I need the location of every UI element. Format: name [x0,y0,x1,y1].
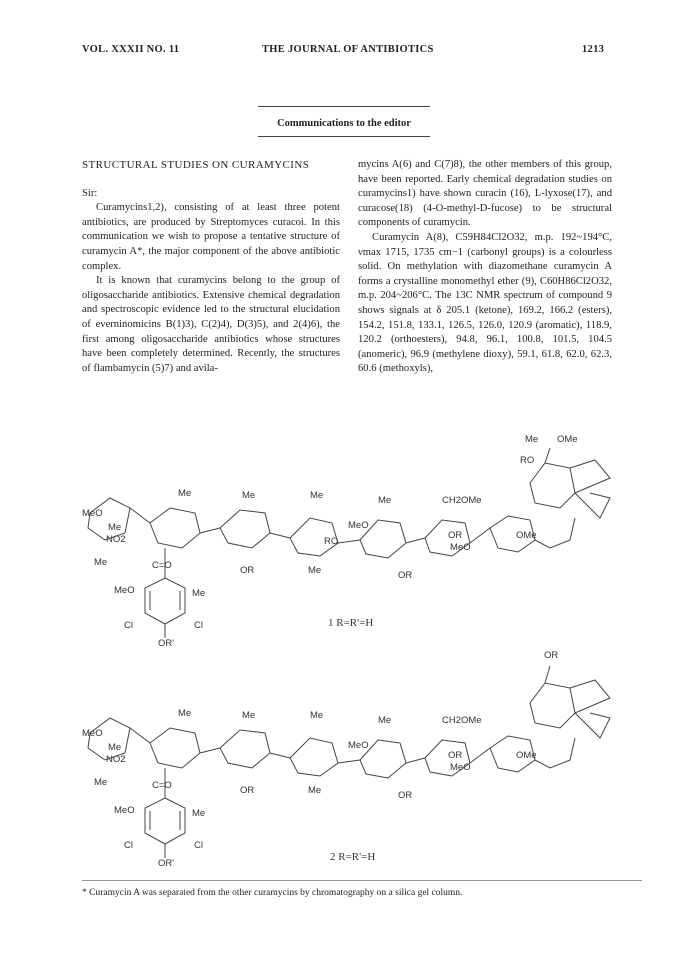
me-aryl-label: Me [192,588,206,599]
me-label-g: Me [308,565,322,576]
me-label-b: Me [178,708,192,719]
structure-1-caption: 1 R=R'=H [328,617,374,629]
section-rule-bottom [258,136,430,137]
footnote: * Curamycin A was separated from the other curamycins by chromatography on a silica gel column. [82,888,463,898]
or-top-label: OR [544,650,559,661]
meo-mid-label: MeO [348,740,369,751]
or-label-c: OR [398,570,413,581]
or-ring-label: OR [448,750,463,761]
structure-2-diagram [70,648,630,868]
right-column [358,158,612,377]
me-label-d: Me [310,490,324,501]
salutation: Sir: [82,187,98,199]
structure-1-diagram [70,428,630,648]
or-label-b: OR [240,785,255,796]
me-label-top: Me [525,434,539,445]
meo-aryl-label: MeO [114,805,135,816]
me-ring-label: Me [108,522,122,533]
me-label-e: Me [378,495,392,506]
me-label-f: Me [94,777,108,788]
or-prime-label: OR' [158,858,175,868]
journal-name: THE JOURNAL OF ANTIBIOTICS [262,44,434,55]
section-rule-top [258,106,430,107]
carbonyl-label: C=O [152,560,172,571]
volume-number: VOL. XXXII NO. 11 [82,44,180,55]
meo2-label: MeO [450,542,471,553]
no2-label: NO2 [106,754,126,765]
structure-1-bonds [88,448,610,638]
page-number: 1213 [582,44,605,55]
meo-label-left: MeO [82,728,103,739]
me-label-d: Me [310,710,324,721]
left-paragraph-1: Curamycins1,2), consisting of at least three potent antibiotics, are produced by Streptomyces curacoi. In this communication we wish to propose a tentative structure of curamycin A*, the major component of the above antibiotic complex. [82,202,340,272]
or-ring-label: OR [448,530,463,541]
footnote-rule [82,880,642,881]
ome-label-top: OMe [557,434,578,445]
ch2ome-label: CH2OMe [442,495,482,506]
ome-right-label: OMe [516,530,537,541]
cl-label-2: Cl [194,840,203,851]
me-aryl-label: Me [192,808,206,819]
right-paragraph-1: mycins A(6) and C(7)8), the other members of this group, have been reported. Early chemical degradation studies on curamycins1) have shown curacin (16), L-lyxose(17), and curacose(18) (4-O-methyl-D-fucose) to be structural components of curamycin. [358,159,612,229]
structure-2-caption: 2 R=R'=H [330,851,376,863]
me-label-e: Me [378,715,392,726]
ro-label-top: RO [520,455,535,466]
structure-2-bonds [88,666,610,858]
article-title: STRUCTURAL STUDIES ON CURAMYCINS [82,159,310,171]
section-title: Communications to the editor [277,118,411,129]
or-label-c: OR [398,790,413,801]
meo-mid-label: MeO [348,520,369,531]
ch2ome-label: CH2OMe [442,715,482,726]
or-label-b: OR [240,565,255,576]
left-paragraph-2: It is known that curamycins belong to the group of oligosaccharide antibiotics. Extensive chemical degradation and spectroscopic evidence led to the structural elucidation of everninomicins B(1)3), C(2)4), D(3)5), and 2(4)6), the first among oligosaccharide antibiotics whose structures have been completely determined. Recently, the structures of flambamycin (5)7) and avila- [82,275,340,374]
carbonyl-label: C=O [152,780,172,791]
me-label-g: Me [308,785,322,796]
cl-label-1: Cl [124,840,133,851]
me-label-b: Me [178,488,192,499]
ro-mid-label: RO [324,536,339,547]
meo-label-left: MeO [82,508,103,519]
left-column [82,158,340,376]
cl-label-2: Cl [194,620,203,631]
no2-label: NO2 [106,534,126,545]
me-label-c: Me [242,710,256,721]
ome-right-label: OMe [516,750,537,761]
or-prime-label: OR' [158,638,175,648]
meo-aryl-label: MeO [114,585,135,596]
me-label-f: Me [94,557,108,568]
meo2-label: MeO [450,762,471,773]
cl-label-1: Cl [124,620,133,631]
right-paragraph-2: Curamycin A(8), C59H84Cl2O32, m.p. 192~194°C, νmax 1715, 1735 cm−1 (carbonyl groups) is a colourless solid. On methylation with diazomethane curamycin A forms a crystalline monomethyl ether (9), C60H86Cl2O32, m.p. 204~206°C. The 13C NMR spectrum of compound 9 shows signals at δ 205.1 (ketone), 169.2, 166.2 (esters), 154.2, 151.8, 133.1, 126.5, 126.0, 120.9 (aromatic), 118.9, 120.2 (orthoesters), 94.8, 96.1, 100.8, 101.5, 104.5 (anomeric), 96.9 (methylene dioxy), 59.1, 61.8, 62.0, 62.3, 60.6 (methoxyls), [358,231,612,375]
me-ring-label: Me [108,742,122,753]
me-label-c: Me [242,490,256,501]
